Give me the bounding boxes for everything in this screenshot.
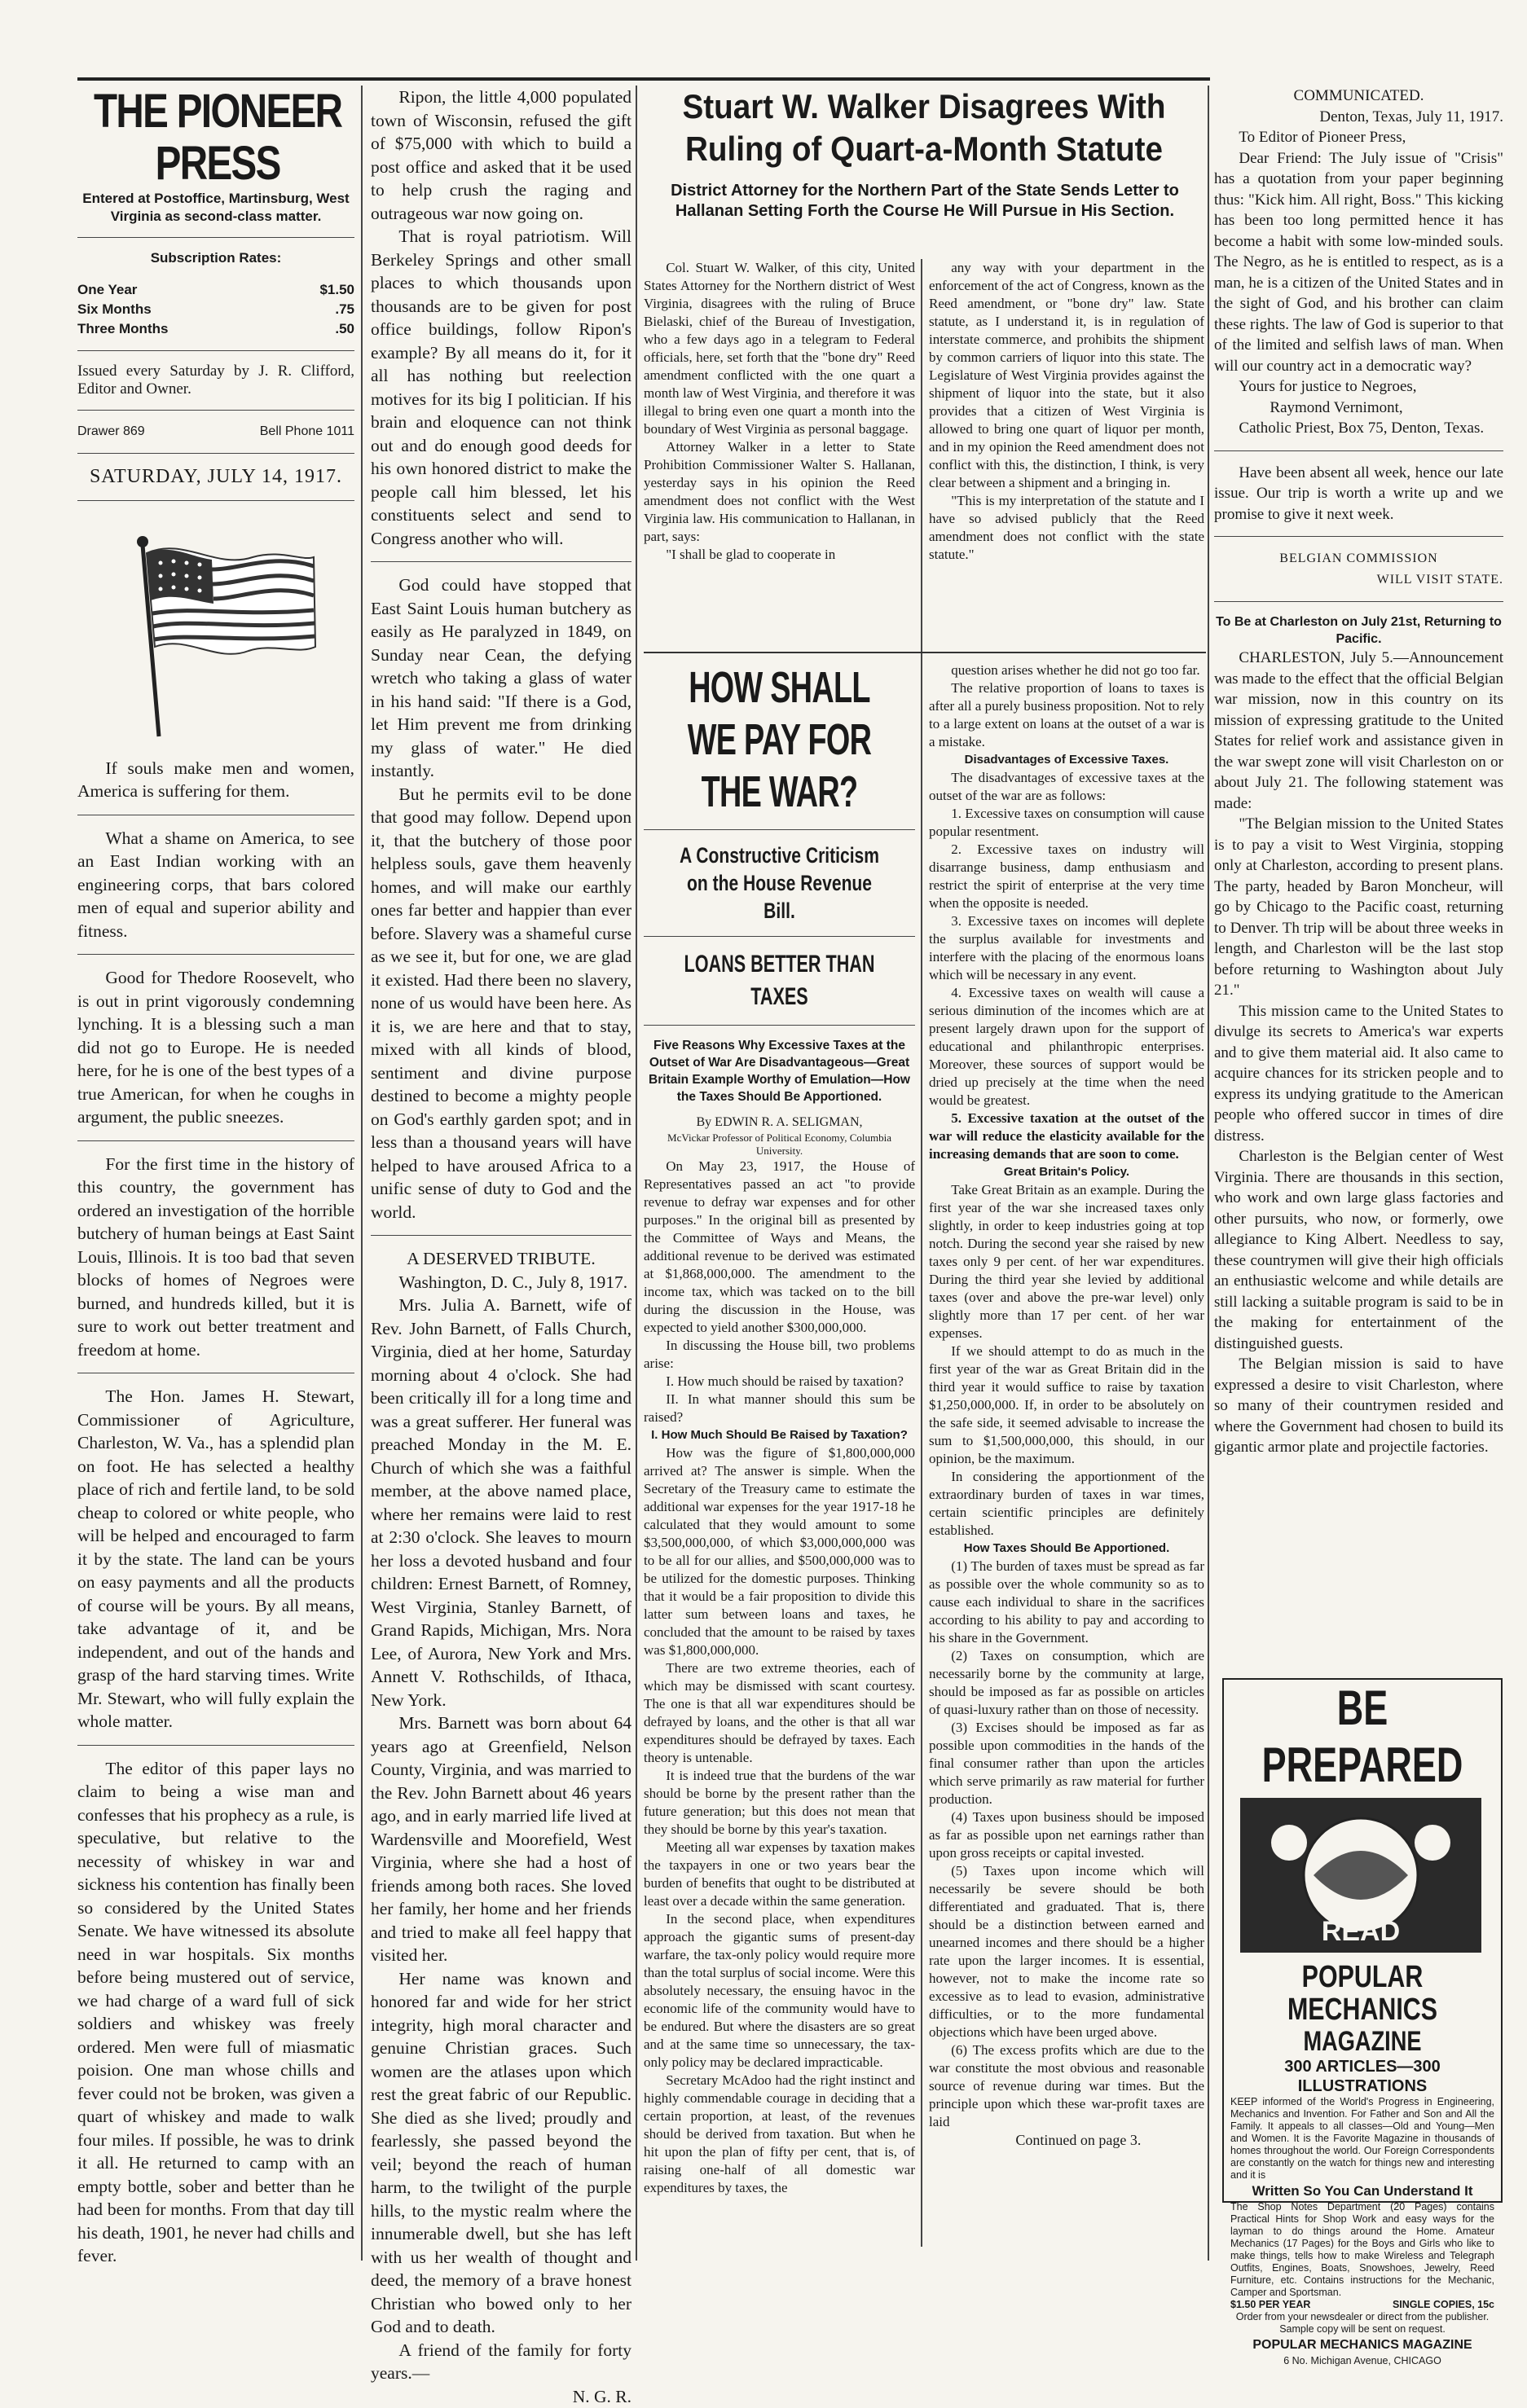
- war-right-column: [929, 661, 1204, 2258]
- paragraph: The relative proportion of loans to taxes is after all a purely business proposition. Not to rely to a large extent on loans at the outset of a war is a mistake.: [929, 679, 1204, 751]
- rate-row: Six Months .75: [77, 300, 354, 319]
- war-affiliation: McVickar Professor of Political Economy, Columbia University.: [644, 1131, 915, 1158]
- war-subhead: A Constructive Criticism on the House Revenue Bill.: [674, 841, 886, 925]
- paragraph: What a shame on America, to see an East Indian working with an engineering corps, that bars colored men of equal and superior ability and fitness.: [77, 827, 354, 943]
- paragraph: Her name was known and honored far and wide for her strict integrity, high moral character and genuine Christian graces. Such women are the atlases upon which rest the great fabric of our Republic. She died as she lived; proudly and fearlessly, she passed beyond the veil; beyond the reach of human harm, to the twilight of the purple hills, to the mystic realm where the innumerable dwell, but she has left with us her wealth of thought and deed, the memory of a brave honest Christian who bowed only to her God and to death.: [371, 1967, 631, 2339]
- paragraph: But he permits evil to be done that good may follow. Depend upon it, that the butchery of those poor helpless souls, gave them heavenly homes, and will make our earthly ones far better and happier than ever before. Slavery was a shameful curse as we see it, but for one, we are glad it existed. Had there been no slavery, none of us would have been here. As it is, we are here and that to stay, mixed with all kinds of blood, sentiment and divine purpose destined to become a mighty people on God's earthly garden spot; and in less than a thousand years will have helped to have aroused Africa to a unific sense of duty to God and the world.: [371, 783, 631, 1224]
- tribute-heading: A DESERVED TRIBUTE.: [371, 1247, 631, 1271]
- tribute-signature: N. G. R.: [371, 2385, 631, 2408]
- paragraph: The editor of this paper lays no claim to being a wise man and confesses that his prophecy as a rule, is speculative, but relative to the necessity of whiskey in war and sickness his contention has finally been so considered by the United States Senate. We have witnessed its absolute need in war hospitals. Six months before being mustered out of service, we had charge of a ward full of sick soldiers and whiskey was freely ordered. Men were full of miasmatic poision. One man whose chills and fever could not be broken, was given a quart of whiskey and made to walk four miles. If possible, he was to drink it all. He returned to camp with an empty bottle, sober and better than he had been for months. From that day till his death, 1901, he never had chills and fever.: [77, 1757, 354, 2268]
- belgian-heading-2: WILL VISIT STATE.: [1214, 569, 1503, 591]
- ad-body-2: The Shop Notes Department (20 Pages) contains Practical Hints for Shop Work and easy ways for the layman to do things around the Home. Amateur Mechanics (17 Pages) for the Boys and Girls who like to make things, tells how to make Wireless and Telegraph Outfits, Engines, Boats, Snowshoes, Jewelry, Reed Furniture, etc. Contains instructions for the Mechanic, Camper and Sportsman.: [1224, 2201, 1501, 2299]
- paragraph: (4) Taxes upon business should be imposed as far as possible upon net earnings rather than upon gross receipts or capital invested.: [929, 1808, 1204, 1862]
- rate-row: Three Months .50: [77, 319, 354, 339]
- paragraph: In the second place, when expenditures approach the gigantic sums of present-day warfare, the tax-only policy would require more than the total surplus of social income. Were this absolutely necessary, the ensuing havoc in the economic life of the community would have to be endured. But where the disasters are so great and at the same time so unnecessary, the tax-only policy may be declared impracticable.: [644, 1910, 915, 2072]
- walker-subhead: District Attorney for the Northern Part of the State Sends Letter to Hallanan Setting Forth the Course He Will Pursue in His Section.: [648, 181, 1202, 222]
- paragraph: (2) Taxes on consumption, which are necessarily borne by the community at large, should be imposed as far as possible on articles of quasi-luxury rather than on those of necessity.: [929, 1647, 1204, 1719]
- paragraph: 2. Excessive taxes on industry will disarrange business, damp enthusiasm and restrict the spirit of enterprise at the very time when the opposite is needed.: [929, 841, 1204, 912]
- paragraph: II. In what manner should this sum be raised?: [644, 1391, 915, 1426]
- paragraph: The Belgian mission is said to have expressed a desire to visit Charleston, where so many of their countrymen resided and where the Government had chosen to build its gigantic armor plate and projectile factories.: [1214, 1354, 1503, 1458]
- column-masthead: [77, 86, 354, 2268]
- paragraph: Secretary McAdoo had the right instinct and highly commendable courage in deciding that a certain proportion, at least, of the revenues should be derived from taxation. But when he hit upon the plan of fifty per cent, that is, of raising one-half of all domestic war expenditures by taxes, the: [644, 2072, 915, 2197]
- ad-address: 6 No. Michigan Avenue, CHICAGO: [1224, 2355, 1501, 2367]
- popular-mechanics-ad: [1222, 1678, 1503, 2203]
- paragraph: There are two extreme theories, each of which may be dismissed with scant courtesy. The one is that all war expenditures should be defrayed by loans, and the other is that all war expenditures should be defrayed by taxes. Each theory is untenable.: [644, 1659, 915, 1767]
- walker-left-column: [644, 259, 915, 646]
- paragraph: The Hon. James H. Stewart, Commissioner of Agriculture, Charleston, W. Va., has a splendid plan on foot. He has selected a healthy place of rich and fertile land, to be sold cheap to colored or white people, who will be helped and encouraged to farm it by the state. The land can be yours on easy payments and all the products of course will be yours. By all means, take advantage of it, and be independent, and out of the hands and grasp of the hard starving times. Write Mr. Stewart, who will fully explain the whole matter.: [77, 1385, 354, 1733]
- paragraph: For the first time in the history of this country, the government has ordered an investigation of the horrible butchery of human beings at East Saint Louis, Illinois. It is too bad that seven blocks of homes of Negroes were burned, and hundreds killed, but it is sure to work out better treatment and freedom at home.: [77, 1153, 354, 1362]
- paragraph: Have been absent all week, hence our late issue. Our trip is worth a write up and we promise to give it next week.: [1214, 463, 1503, 525]
- section-heading: How Taxes Should Be Apportioned.: [929, 1540, 1204, 1558]
- paragraph: How was the figure of $1,800,000,000 arrived at? The answer is simple. When the Secretary of the Treasury came to estimate the additional war expenses for the year 1917-18 he calculated that they would amount to some $3,500,000,000, of which $3,000,000,000 was to be all for our allies, and $500,000,000 was to be utilized for the domestic purposes. Thinking that it would be a fair proposition to divide this latter sum between loans and taxes, he concluded that the amount to be raised by taxes was $1,800,000,000.: [644, 1444, 915, 1659]
- paragraph: I. How much should be raised by taxation?: [644, 1373, 915, 1391]
- walker-bottom-rule: [644, 652, 1206, 653]
- rates-list: [77, 280, 354, 339]
- column-communicated: [1214, 86, 1503, 1674]
- ad-publisher: POPULAR MECHANICS MAGAZINE: [1224, 2335, 1501, 2355]
- column-rule-3: [921, 259, 922, 2247]
- american-flag-illustration: [110, 512, 322, 740]
- paragraph: Meeting all war expenses by taxation makes the taxpayers in one or two years bear the burden of benefits that ought to be distributed at least over a decade within the same generation.: [644, 1839, 915, 1910]
- paragraph: 1. Excessive taxes on consumption will cause popular resentment.: [929, 805, 1204, 841]
- paragraph: A friend of the family for forty years.—: [371, 2339, 631, 2385]
- communicated-name: Raymond Vernimont,: [1214, 398, 1503, 419]
- paragraph: In discussing the House bill, two problems arise:: [644, 1337, 915, 1373]
- issue-date: SATURDAY, JULY 14, 1917.: [77, 465, 354, 489]
- war-deck: Five Reasons Why Excessive Taxes at the Outset of War Are Disadvantageous—Great Britain Example Worthy of Emulation—How the Taxes Should Be Apportioned.: [644, 1037, 915, 1105]
- paragraph: If souls make men and women, America is suffering for them.: [77, 757, 354, 803]
- section-heading: I. How Much Should Be Raised by Taxation?: [644, 1426, 915, 1444]
- column-editorials: [371, 86, 631, 2408]
- paragraph: 4. Excessive taxes on wealth will cause a serious diminution of the incomes which are at present largely drawn upon for the support of educational and philanthropic enterprises. Moreover, these sources of support would be dried up precisely at the time when the need would be greatest.: [929, 984, 1204, 1110]
- rate-row: One Year $1.50: [77, 280, 354, 300]
- paragraph: any way with your department in the enforcement of the act of Congress, known as the Reed amendment, or "bone dry" law. State statute, as I understand it, is in regulation of interstate commerce, and prohibits the shipment by common carriers of liquor into this state. The Legislature of West Virginia provides against the shipment of liquor into the state, but it also provides that a citizen of West Virginia is allowed to bring one quart of liquor per month, and in my opinion the Reed amendment does not conflict with this, the distinction, I think, is very clear between a shipment and a bringing in.: [929, 259, 1204, 492]
- paragraph: Attorney Walker in a letter to State Prohibition Commissioner Walter S. Hallanan, yesterday says in his opinion the Reed amendment does not conflict with the West Virginia law. His communication to Hallanan, in part, says:: [644, 438, 915, 546]
- paragraph: Charleston is the Belgian center of West Virginia. There are thousands in this section, who work and own large glass factories and other pursuits, who now, or formerly, owe allegiance to King Albert. Needless to say, these countrymen will give their high officials an enthusiastic welcome and while details are still lacking a suitable program is said to be in the making for entertainment of the distinguished guests.: [1214, 1146, 1503, 1354]
- section-heading: Great Britain's Policy.: [929, 1163, 1204, 1181]
- ad-magazine: MAGAZINE: [1252, 2026, 1473, 2057]
- paragraph: Good for Thedore Roosevelt, who is out in print vigorously condemning lynching. It is a blessing such a man did not go to Europe. He is needed here, for he is one of the best types of a true American, for when he coughs in argument, the public sneezes.: [77, 966, 354, 1129]
- paragraph: This mission came to the United States to divulge its secrets to America's war experts and to give them material aid. It also came to acquire chances for its stricken people and to express its undying gratitude to the American people who offered succor in times of dire distress.: [1214, 1001, 1503, 1147]
- paragraph: In considering the apportionment of the extraordinary burden of taxes in war times, certain scientific principles are definitely established.: [929, 1468, 1204, 1540]
- ad-title: POPULAR MECHANICS: [1252, 1961, 1473, 2026]
- war-left-column: [644, 661, 915, 2258]
- entry-notice: Entered at Postoffice, Martinsburg, West Virginia as second-class matter.: [77, 190, 354, 226]
- top-rule: [77, 77, 1210, 81]
- ad-tagline: Written So You Can Understand It: [1224, 2182, 1501, 2201]
- paragraph: (3) Excises should be imposed as far as possible upon commodities in the hands of the final consumer rather than upon the articles which serve primarily as raw material for further production.: [929, 1719, 1204, 1808]
- communicated-title: Catholic Priest, Box 75, Denton, Texas.: [1214, 418, 1503, 439]
- masthead-title: THE PIONEER PRESS: [77, 86, 354, 190]
- war-subhead-loans: LOANS BETTER THAN TAXES: [682, 948, 878, 1013]
- paragraph: (5) Taxes upon income which will necessarily be severe should be both differentiated and graduated. That is, there should be a distinction between earned and unearned incomes and there should be a higher rate upon the larger incomes. It is essential, however, not to make the income rate so excessive as to lead to evasion, administrative difficulties, or to the more fundamental objections which have been urged above.: [929, 1862, 1204, 2041]
- paragraph: "I shall be glad to cooperate in: [644, 546, 915, 564]
- ad-headline: BE PREPARED: [1259, 1680, 1467, 1794]
- belgian-heading: BELGIAN COMMISSION: [1214, 548, 1503, 569]
- column-rule-4: [1208, 86, 1209, 2261]
- paragraph: Mrs. Barnett was born about 64 years ago at Greenfield, Nelson County, Virginia, and was married to the Rev. John Barnett about 46 years ago, and in early married life lived at Wardensville and Moorefield, West Virginia, where she had a host of friends among both races. She loved her family, her home and her friends and tried to make all feel happy that visited her.: [371, 1712, 631, 1967]
- war-byline: By EDWIN R. A. SELIGMAN,: [644, 1114, 915, 1131]
- paragraph: Mrs. Julia A. Barnett, wife of Rev. John Barnett, of Falls Church, Virginia, died at her home, Saturday morning about 4 o'clock. She had been critically ill for a long time and was a great sufferer. Her funeral was preached Monday in the M. E. Church of which she was a faithful member, at the above named place, where her remains were laid to rest at 2:30 o'clock. She leaves to mourn her loss a devoted husband and four children: Ernest Barnett, of Romney, West Virginia, Stanley Barnett, of Grand Rapids, Michigan, Mrs. Nora Lee, of Aurora, New York and Mrs. Annett V. Rothschilds, of Ithaca, New York.: [371, 1294, 631, 1712]
- paragraph: "The Belgian mission to the United States is to pay a visit to West Virginia, stopping only at Charleston, according to present plans. The party, headed by Baron Moncheur, will go by Chicago to the Pacific coast, returning to Denver. Th trip will be about three weeks in length, and Charleston will be the last stop before returning to Washington about July 21.": [1214, 814, 1503, 1001]
- walker-right-column: [929, 259, 1204, 646]
- column-rule-2: [636, 86, 637, 2261]
- paragraph: 5. Excessive taxation at the outset of the war will reduce the elasticity available for the increasing demands that are soon to come.: [929, 1110, 1204, 1163]
- ad-subtitle: 300 ARTICLES—300 ILLUSTRATIONS: [1224, 2057, 1501, 2096]
- communicated-heading: COMMUNICATED.: [1214, 86, 1503, 107]
- paragraph: Dear Friend: The July issue of "Crisis" has a quotation from your paper beginning thus: "Kick him. All right, Boss." This kicking has been too long permitted hence it has become a habit with some low-minded souls. The Negro, as he is entitled to respect, as is a man, he is a citizen of the United States and in the sight of God, and his brother can claim these rights. The law of God is superior to that of the limited and selfish laws of man. When will our country act in a democratic way?: [1214, 148, 1503, 377]
- ad-order: Order from your newsdealer or direct from the publisher. Sample copy will be sent on request.: [1224, 2311, 1501, 2335]
- rates-label: Subscription Rates:: [77, 249, 354, 267]
- paragraph: (1) The burden of taxes must be spread as far as possible over the whole community so as to cause each individual to share in the sacrifices according to his ability to pay and according to his share in the Government.: [929, 1558, 1204, 1647]
- paragraph: God could have stopped that East Saint Louis human butchery as easily as He paralyzed in 1849, on Sunday near Cean, the defying wretch who taking a glass of water in his hand said: "If there is a God, let Him prevent me from drinking my glass of water." He died instantly.: [371, 573, 631, 783]
- paragraph: Ripon, the little 4,000 populated town of Wisconsin, refused the gift of $75,000 with which to build a post office and asked that it be used to help crush the raging and outrageous war now going on.: [371, 86, 631, 225]
- paragraph: It is indeed true that the burdens of the war should be borne by the present rather than the future generation; but this does not mean that they should be borne by this year's taxation.: [644, 1767, 915, 1839]
- issued-notice: Issued every Saturday by J. R. Clifford, Editor and Owner.: [77, 363, 354, 398]
- walker-headline: Stuart W. Walker Disagrees With Ruling of Quart-a-Month Statute: [667, 86, 1182, 170]
- ad-body: KEEP informed of the World's Progress in Engineering, Mechanics and Invention. For Father and Son and All the Family. It appeals to all classes—Old and Young—Men and Women. It is the Favorite Magazine in thousands of homes throughout the world. Our Foreign Correspondents are constantly on the watch for things new and interesting and it is: [1224, 2096, 1501, 2182]
- paragraph: 3. Excessive taxes on incomes will deplete the surplus available for investments and interfere with the placing of the enormous loans which will be necessary in any event.: [929, 912, 1204, 984]
- communicated-salutation: To Editor of Pioneer Press,: [1214, 127, 1503, 148]
- section-heading: Disadvantages of Excessive Taxes.: [929, 751, 1204, 769]
- paragraph: On May 23, 1917, the House of Representatives passed an act "to provide revenue to defray war expenses and for other purposes." In the original bill as presented by the Committee of Ways and Means, the additional revenue to be derived was estimated at $1,868,000,000. The amendment to the income tax, which was tacked on to the bill during the discussion in the House, was expected to yield another $300,000,000.: [644, 1158, 915, 1337]
- paragraph: That is royal patriotism. Will Berkeley Springs and other small places to which thousands upon thousands are to be given for post office buildings, follow Ripon's example? By all means do it, for it all has nothing but reelection motives for its big I politician. If his brain and eloquence can not think out and do enough good deeds for his own honored district to make the people call him blessed, let his constituents select and send to Congress another who will.: [371, 225, 631, 550]
- paragraph: Col. Stuart W. Walker, of this city, United States Attorney for the Northern district of West Virginia, disagrees with the ruling of Bruce Bielaski, chief of the Bureau of Investigation, who a few days ago in a telegram to Federal officials, here, set forth that the "bone dry" Reed amendment conflicted with the one quart a month law of West Virginia, and therefore it was illegal to bring even one quart a month into the boundary of West Virginia as personal baggage.: [644, 259, 915, 438]
- column-rule-1: [361, 86, 363, 2261]
- tribute-dateline: Washington, D. C., July 8, 1917.: [371, 1271, 631, 1294]
- paragraph: CHARLESTON, July 5.—Announcement was made to the effect that the official Belgian war mission, now in this country on its mission of expressing gratitude to the United States for relief work and assistance given in the war swept zone will visit Charleston on or about July 21. The following statement was made:: [1214, 648, 1503, 814]
- belgian-subhead: To Be at Charleston on July 21st, Returning to Pacific.: [1214, 613, 1503, 648]
- paragraph: Take Great Britain as an example. During the first year of the war she increased taxes only slightly, in order to keep industries going at top notch. During the second year she raised by new taxes only 9 per cent. of her war expenditures. During the third year she levied by additional taxes (over and above the pre-war level) only slightly more than 17 per cent. of her war expenses.: [929, 1181, 1204, 1342]
- ad-price-row: $1.50 PER YEAR SINGLE COPIES, 15c: [1224, 2299, 1501, 2311]
- svg-text:READ: READ: [1322, 1916, 1400, 1947]
- contact-line: Drawer 869 Bell Phone 1011: [77, 422, 354, 442]
- war-headline: HOW SHALL WE PAY FOR THE WAR?: [684, 661, 874, 818]
- paragraph: "This is my interpretation of the statute and I have so advised publicly that the Reed amendment does not conflict with the state statute.": [929, 492, 1204, 564]
- communicated-dateline: Denton, Texas, July 11, 1917.: [1214, 107, 1503, 128]
- paragraph: question arises whether he did not go too far.: [929, 661, 1204, 679]
- paragraph: The disadvantages of excessive taxes at the outset of the war are as follows:: [929, 769, 1204, 805]
- paragraph: If we should attempt to do as much in the first year of the war as Great Britain did in the third year it would suffice to raise by taxation $1,250,000,000. If, in order to be absolutely on the safe side, it seemed advisable to increase the sum to $1,500,000,000, this should, in our opinion, be the maximum.: [929, 1342, 1204, 1468]
- paragraph: (6) The excess profits which are due to the war constitute the most obvious and reasonable source of revenue during war times. But the principle upon which these war-profit taxes are laid: [929, 2041, 1204, 2131]
- paragraph: Yours for justice to Negroes,: [1214, 376, 1503, 398]
- ad-illustration-icon: [1224, 1794, 1498, 1957]
- continued-notice: Continued on page 3.: [929, 2131, 1204, 2149]
